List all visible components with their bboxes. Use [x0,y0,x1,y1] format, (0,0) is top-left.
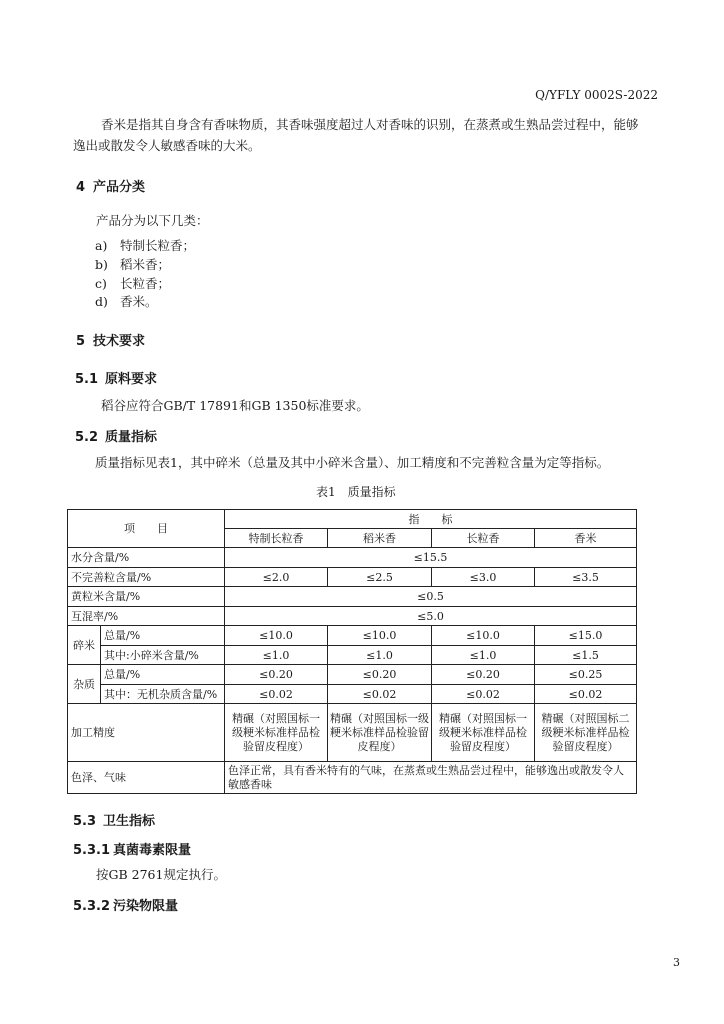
intro-line-1: 香米是指其自身含有香味物质，其香味强度超过人对香味的识别，在蒸煮或生熟品尝过程中，能够 [101,117,639,132]
cell-value: 色泽正常，具有香米特有的气味，在蒸煮或生熟品尝过程中，能够逸出或散发令人敏感香味 [225,762,637,794]
list-item [95,255,170,273]
cell-value: ≤1.0 [328,646,432,665]
cell-value: ≤10.0 [328,626,432,646]
list-item [95,274,170,292]
row-label: 其中：无机杂质含量/% [101,685,225,704]
section-title: 卫生指标 [103,814,156,829]
list-marker: d) [95,294,108,309]
section-4-intro: 产品分为以下几类： [96,213,209,228]
section-number: 4 [76,180,86,195]
table-row [68,685,637,704]
cell-value: ≤2.0 [225,568,328,587]
section-number: 5.2 [75,430,99,445]
list-text: 特制长粒香； [120,238,196,253]
section-title: 污染物限量 [113,899,179,914]
section-title: 质量指标 [105,430,158,445]
table-row [68,646,637,665]
cell-value: ≤10.0 [432,626,535,646]
list-text: 长粒香； [120,276,171,291]
table-row [68,665,637,685]
row-label: 黄粒米含量/% [68,587,225,607]
section-5-3-1-heading [73,839,191,858]
cell-value: ≤5.0 [225,607,637,626]
cell-value: ≤1.5 [535,646,637,665]
section-number: 5.1 [75,372,99,387]
cell-value: 精碾（对照国标二级粳米标准样品检验留皮程度） [535,704,637,762]
row-label: 互混率/% [68,607,225,626]
row-label: 总量/% [101,626,225,646]
column-header: 长粒香 [432,529,535,548]
cell-value: 精碾（对照国标一级粳米标准样品检验留皮程度） [328,704,432,762]
intro-line-2: 逸出或散发令人敏感香味的大米。 [73,138,261,153]
column-header: 香米 [535,529,637,548]
table-row [68,587,637,607]
section-title: 产品分类 [93,180,146,195]
section-5-heading [76,330,145,349]
cell-value: ≤3.5 [535,568,637,587]
cell-value: 精碾（对照国标一级粳米标准样品检验留皮程度） [432,704,535,762]
cell-value: ≤15.0 [535,626,637,646]
cell-value: 精碾（对照国标一级粳米标准样品检验留皮程度） [225,704,328,762]
cell-value: ≤1.0 [225,646,328,665]
section-5-2-text: 质量指标见表1，其中碎米（总量及其中小碎米含量）、加工精度和不完善粒含量为定等指标。 [95,455,610,470]
table-caption: 表1 质量指标 [316,485,396,499]
cell-value: ≤0.02 [535,685,637,704]
section-5-3-heading [73,810,155,829]
list-item [95,292,158,310]
cell-value: ≤1.0 [432,646,535,665]
cell-value: ≤15.5 [225,548,637,568]
cell-value: ≤10.0 [225,626,328,646]
row-label: 加工精度 [68,704,225,762]
section-number: 5.3 [73,814,97,829]
row-label: 色泽、气味 [68,762,225,794]
row-label: 水分含量/% [68,548,225,568]
list-text: 香米。 [120,294,158,309]
quality-table [67,509,637,794]
table-row [68,568,637,587]
row-label: 其中:小碎米含量/% [101,646,225,665]
cell-value: ≤0.02 [328,685,432,704]
section-title: 原料要求 [105,372,158,387]
table-row [68,626,637,646]
section-5-3-2-heading [73,895,178,914]
section-5-2-heading [75,426,157,445]
list-marker: b) [95,257,108,272]
section-number: 5.3.2 [73,899,111,914]
section-number: 5.3.1 [73,843,111,858]
cell-value: ≤0.25 [535,665,637,685]
list-marker: c) [95,276,107,291]
list-marker: a) [95,238,108,253]
section-5-1-text: 稻谷应符合GB/T 17891和GB 1350标准要求。 [101,398,369,413]
header-item: 项 目 [68,510,225,548]
cell-value: ≤2.5 [328,568,432,587]
header-index: 指 标 [225,510,637,529]
page-number: 3 [673,956,680,969]
section-5-1-heading [75,368,157,387]
table-row [68,548,637,568]
standard-code: Q/YFLY 0002S-2022 [535,88,658,102]
cell-value: ≤3.0 [432,568,535,587]
section-4-heading [76,176,145,195]
section-number: 5 [76,334,86,349]
table-row [68,762,637,794]
cell-value: ≤0.20 [432,665,535,685]
cell-value: ≤0.5 [225,587,637,607]
column-header: 特制长粒香 [225,529,328,548]
section-title: 真菌毒素限量 [113,843,192,858]
row-group-label: 杂质 [68,665,101,704]
table-row [68,704,637,762]
row-label: 不完善粒含量/% [68,568,225,587]
column-header: 稻米香 [328,529,432,548]
cell-value: ≤0.02 [432,685,535,704]
section-5-3-1-text: 按GB 2761规定执行。 [96,867,226,882]
section-title: 技术要求 [93,334,146,349]
table-row [68,607,637,626]
cell-value: ≤0.20 [328,665,432,685]
list-text: 稻米香； [120,257,171,272]
cell-value: ≤0.02 [225,685,328,704]
row-label: 总量/% [101,665,225,685]
row-group-label: 碎米 [68,626,101,665]
list-item [95,236,195,254]
cell-value: ≤0.20 [225,665,328,685]
